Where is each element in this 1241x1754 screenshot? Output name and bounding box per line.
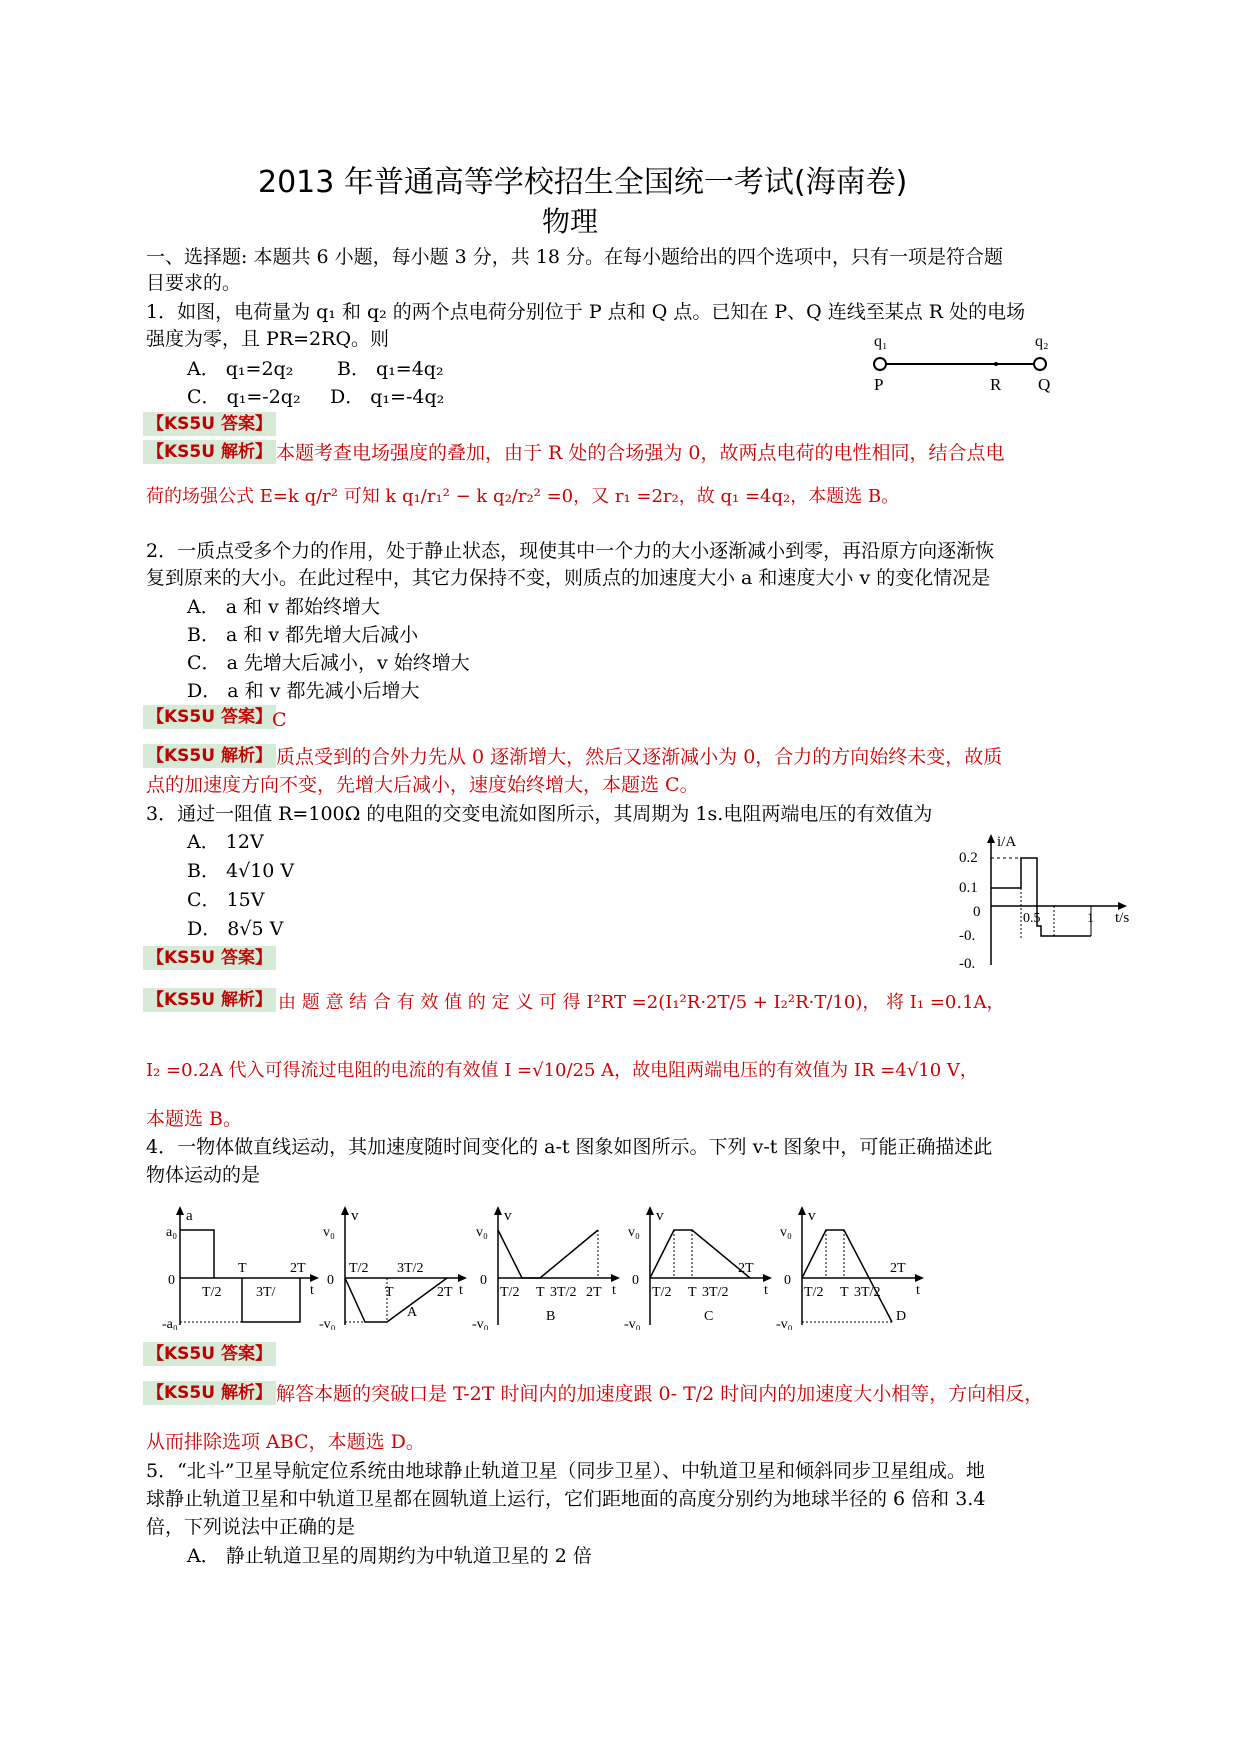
q5-stem-end: 倍，下列说法中正确的是	[146, 1516, 356, 1538]
q1-stem-cont: 强度为零，且 PR=2RQ。则	[146, 328, 390, 350]
q1-stem: 1．如图，电荷量为 q₁ 和 q₂ 的两个点电荷分别位于 P 点和 Q 点。已知在 P、Q 连线至某点 R 处的电场	[146, 301, 1026, 323]
q2-stem-cont: 复到原来的大小。在此过程中，其它力保持不变，则质点的加速度大小 a 和速度大小 v 的变化情况是	[146, 567, 991, 589]
q3-current-graph	[955, 830, 1155, 970]
tick-label: 3T/2	[702, 1285, 729, 1300]
q3-analysis: 由 题 意 结 合 有 效 值 的 定 义 可 得 I²RT =2(I₁²R·2T/5 + I₂²R·T/10)， 将 I₁ =0.1A，	[278, 992, 1005, 1013]
y-axis-label: a	[186, 1208, 193, 1224]
vt-graph-c	[624, 1206, 772, 1330]
tick-label: 0	[973, 904, 981, 920]
tick-label: v₀	[628, 1225, 640, 1240]
tick-label: 3T/2	[550, 1285, 577, 1300]
tick-label: -v₀	[776, 1317, 793, 1330]
tick-label: -a₀	[162, 1317, 178, 1330]
q4-analysis: 解答本题的突破口是 T-2T 时间内的加速度跟 0- T/2 时间内的加速度大小相等，方向相反，	[276, 1383, 1044, 1405]
section-instruction-cont: 目要求的。	[146, 272, 242, 294]
q3-answer-tag: 【KS5U 答案】	[143, 946, 276, 970]
q5-stem: 5．“北斗”卫星导航定位系统由地球静止轨道卫星（同步卫星）、中轨道卫星和倾斜同步卫星组成。地	[146, 1460, 986, 1482]
tick-label: -0.	[959, 928, 976, 944]
tick-label: T/2	[500, 1285, 520, 1300]
q4-graphs	[140, 1200, 1000, 1330]
tick-label: T	[840, 1285, 849, 1300]
q3-analysis-end: 本题选 B。	[146, 1108, 243, 1130]
vt-graph-d	[776, 1206, 924, 1330]
q1-analysis-tag: 【KS5U 解析】	[143, 440, 276, 464]
y-axis-label: i/A	[997, 834, 1017, 850]
section-instruction: 一、选择题: 本题共 6 小题，每小题 3 分，共 18 分。在每小题给出的四个选项中，只有一项是符合题	[146, 246, 1004, 268]
q4-stem: 4．一物体做直线运动，其加速度随时间变化的 a-t 图象如图所示。下列 v-t 图象中，可能正确描述此	[146, 1136, 993, 1158]
tick-label: -0.	[959, 956, 976, 970]
page-title: 2013 年普通高等学校招生全国统一考试(海南卷)	[258, 165, 908, 200]
tick-label: 0	[480, 1273, 487, 1288]
tick-label: 2T	[437, 1285, 453, 1300]
q2-label: q₂	[1035, 333, 1049, 350]
q3-analysis-tag: 【KS5U 解析】	[143, 988, 276, 1012]
q2-answer-tag: 【KS5U 答案】	[143, 705, 276, 729]
tick-label: -v₀	[472, 1317, 489, 1330]
point-r-label: R	[990, 375, 1002, 394]
tick-label: T/2	[202, 1285, 222, 1300]
q1-option-b: B． q₁=4q₂	[337, 358, 444, 380]
vt-graph-b	[472, 1206, 620, 1330]
tick-label: 3T/2	[397, 1261, 424, 1276]
q2-analysis-cont: 点的加速度方向不变，先增大后减小，速度始终增大，本题选 C。	[146, 774, 699, 796]
tick-label: -v₀	[319, 1317, 336, 1330]
y-axis-label: v	[656, 1208, 664, 1224]
x-axis-label: t/s	[1115, 910, 1130, 926]
q1-charge-figure	[860, 330, 1060, 398]
option-label: D	[896, 1309, 907, 1324]
point-q-label: Q	[1038, 375, 1051, 394]
tick-label: 0.5	[1023, 911, 1041, 926]
q3-option-c: C． 15V	[187, 889, 265, 911]
tick-label: T/2	[349, 1261, 369, 1276]
q2-option-d: D． a 和 v 都先减小后增大	[187, 680, 420, 702]
tick-label: 2T	[290, 1261, 306, 1276]
tick-label: T/2	[804, 1285, 824, 1300]
tick-label: 3T/2	[854, 1285, 881, 1300]
tick-label: v₀	[476, 1225, 488, 1240]
q3-analysis-cont: I₂ =0.2A 代入可得流过电阻的电流的有效值 I =√10/25 A，故电阻两端电压的有效值为 IR =4√10 V，	[146, 1060, 978, 1081]
tick-label: 2T	[890, 1261, 906, 1276]
tick-label: 2T	[738, 1261, 754, 1276]
y-axis-label: v	[504, 1208, 512, 1224]
tick-label: 0.1	[959, 880, 978, 896]
tick-label: 2T	[586, 1285, 602, 1300]
option-label: C	[704, 1309, 714, 1324]
q4-answer-tag: 【KS5U 答案】	[143, 1342, 276, 1366]
q2-option-a: A． a 和 v 都始终增大	[187, 596, 380, 618]
q2-option-c: C． a 先增大后减小，v 始终增大	[187, 652, 470, 674]
tick-label: 3T/	[256, 1285, 276, 1300]
y-axis-label: v	[351, 1208, 359, 1224]
tick-label: 0	[632, 1273, 639, 1288]
option-label: B	[546, 1309, 556, 1324]
tick-label: -v₀	[624, 1317, 641, 1330]
q3-option-b: B． 4√10 V	[187, 860, 295, 882]
tick-label: t	[459, 1283, 463, 1298]
q1-option-d: D． q₁=-4q₂	[330, 386, 445, 408]
vt-graph-a	[319, 1206, 467, 1330]
tick-label: v₀	[323, 1225, 335, 1240]
tick-label: t	[764, 1283, 768, 1298]
tick-label: T	[536, 1285, 545, 1300]
q3-option-a: A． 12V	[187, 831, 264, 853]
at-graph	[162, 1206, 319, 1330]
y-axis-label: v	[808, 1208, 816, 1224]
tick-label: T	[385, 1285, 394, 1300]
tick-label: 0	[168, 1273, 175, 1288]
q1-label: q₁	[874, 333, 888, 350]
q5-stem-cont: 球静止轨道卫星和中轨道卫星都在圆轨道上运行，它们距地面的高度分别约为地球半径的 6 倍和 3.4	[146, 1488, 986, 1510]
tick-label: 0	[327, 1273, 334, 1288]
q1-option-a: A． q₁=2q₂	[187, 358, 294, 380]
tick-label: T	[238, 1261, 247, 1276]
q4-stem-cont: 物体运动的是	[146, 1164, 261, 1186]
tick-label: t	[310, 1283, 314, 1298]
q1-option-c: C． q₁=-2q₂	[187, 386, 301, 408]
q2-analysis-tag: 【KS5U 解析】	[143, 744, 276, 768]
q2-answer: C	[272, 709, 287, 731]
q2-analysis: 质点受到的合外力先从 0 逐渐增大，然后又逐渐减小为 0，合力的方向始终未变，故质	[276, 746, 1003, 768]
q2-stem: 2．一质点受多个力的作用，处于静止状态，现使其中一个力的大小逐渐减小到零，再沿原方向逐渐恢	[146, 540, 995, 562]
q1-answer-tag: 【KS5U 答案】	[143, 412, 276, 436]
tick-label: t	[612, 1283, 616, 1298]
tick-label: t	[916, 1283, 920, 1298]
q1-analysis: 本题考查电场强度的叠加，由于 R 处的合场强为 0，故两点电荷的电性相同，结合点电	[276, 442, 1005, 464]
tick-label: 0.2	[959, 850, 978, 866]
tick-label: 0	[784, 1273, 791, 1288]
q2-option-b: B． a 和 v 都先增大后减小	[187, 624, 419, 646]
option-label: A	[407, 1305, 418, 1320]
tick-label: a₀	[166, 1225, 178, 1240]
q3-option-d: D． 8√5 V	[187, 918, 284, 940]
subject-title: 物理	[542, 205, 599, 238]
tick-label: T	[688, 1285, 697, 1300]
q1-analysis-formula: 荷的场强公式 E=k q/r² 可知 k q₁/r₁² − k q₂/r₂² =0，又 r₁ =2r₂，故 q₁ =4q₂，本题选 B。	[146, 486, 900, 507]
q5-option-a: A． 静止轨道卫星的周期约为中轨道卫星的 2 倍	[187, 1545, 592, 1567]
q3-stem: 3．通过一阻值 R=100Ω 的电阻的交变电流如图所示，其周期为 1s.电阻两端电压的有效值为	[146, 803, 933, 825]
q4-analysis-tag: 【KS5U 解析】	[143, 1381, 276, 1405]
tick-label: v₀	[780, 1225, 792, 1240]
point-p-label: P	[874, 375, 884, 394]
tick-label: T/2	[652, 1285, 672, 1300]
q4-analysis-cont: 从而排除选项 ABC，本题选 D。	[146, 1431, 425, 1453]
tick-label: 1	[1087, 911, 1094, 926]
